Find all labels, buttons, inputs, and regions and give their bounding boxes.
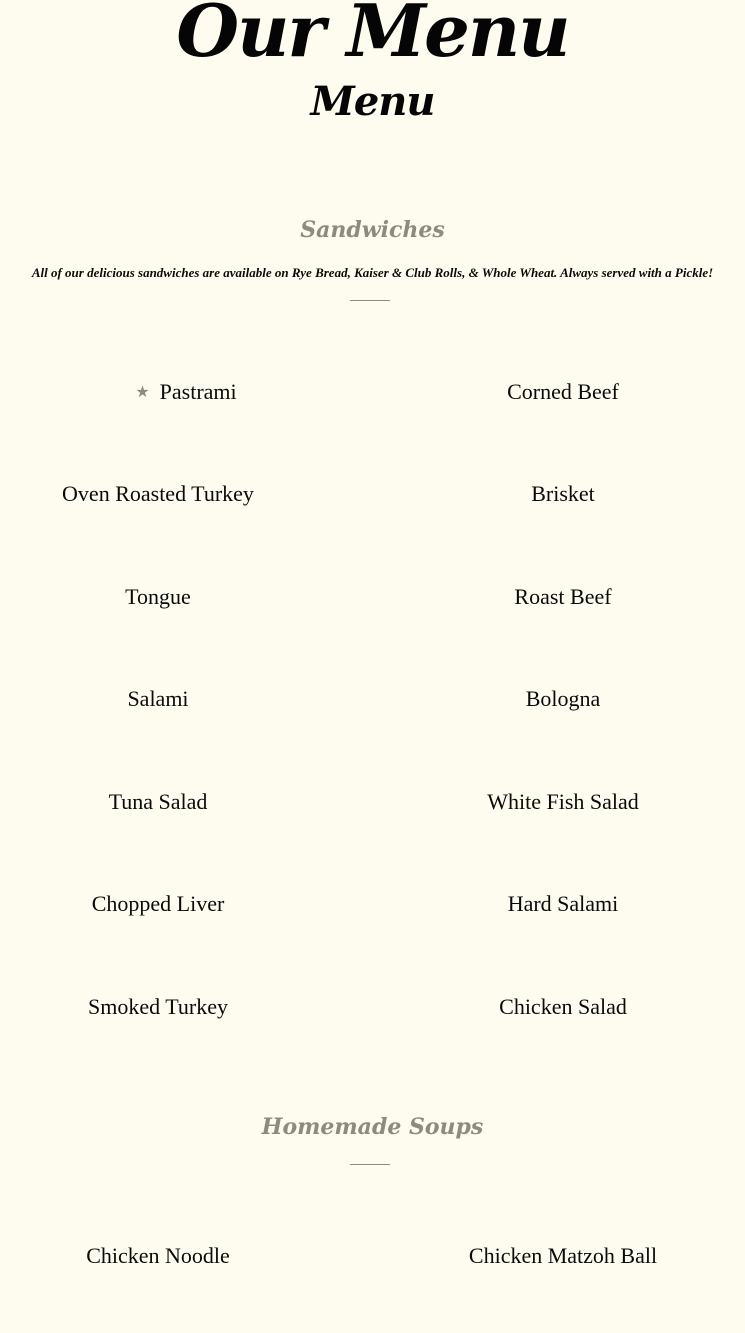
menu-item-label: Pastrami bbox=[159, 379, 237, 404]
menu-item-tongue[interactable]: Tongue bbox=[125, 584, 191, 609]
menu-item-roast-beef[interactable]: Roast Beef bbox=[514, 584, 612, 609]
page-title: Our Menu bbox=[176, 0, 569, 73]
menu-item-chicken-salad[interactable]: Chicken Salad bbox=[499, 994, 627, 1019]
page-subtitle: Menu bbox=[310, 78, 435, 125]
star-icon: ★ bbox=[135, 384, 150, 401]
menu-item-chopped-liver[interactable]: Chopped Liver bbox=[91, 891, 225, 916]
menu-item-white-fish-salad[interactable]: White Fish Salad bbox=[487, 789, 639, 814]
menu-item-chicken-noodle[interactable]: Chicken Noodle bbox=[86, 1243, 230, 1268]
section-divider bbox=[350, 300, 390, 301]
section-title-sandwiches: Sandwiches bbox=[300, 217, 445, 243]
menu-item-hard-salami[interactable]: Hard Salami bbox=[507, 891, 619, 916]
section-title-soups: Homemade Soups bbox=[261, 1114, 484, 1140]
menu-item-tuna-salad[interactable]: Tuna Salad bbox=[108, 789, 208, 814]
menu-item-corned-beef[interactable]: Corned Beef bbox=[507, 379, 619, 404]
section-divider bbox=[350, 1164, 390, 1165]
menu-item-pastrami[interactable] bbox=[0, 377, 372, 410]
menu-item-bologna[interactable]: Bologna bbox=[525, 686, 601, 711]
menu-item-oven-roasted-turkey[interactable]: Oven Roasted Turkey bbox=[62, 481, 254, 506]
menu-item-brisket[interactable]: Brisket bbox=[531, 481, 595, 506]
menu-item-chicken-matzoh-ball[interactable]: Chicken Matzoh Ball bbox=[468, 1243, 658, 1268]
menu-item-smoked-turkey[interactable]: Smoked Turkey bbox=[88, 994, 228, 1019]
section-description-sandwiches: All of our delicious sandwiches are available on Rye Bread, Kaiser & Club Rolls, & Whole Wheat. Always served with a Pickle! bbox=[31, 265, 714, 280]
menu-item-salami[interactable]: Salami bbox=[127, 686, 189, 711]
